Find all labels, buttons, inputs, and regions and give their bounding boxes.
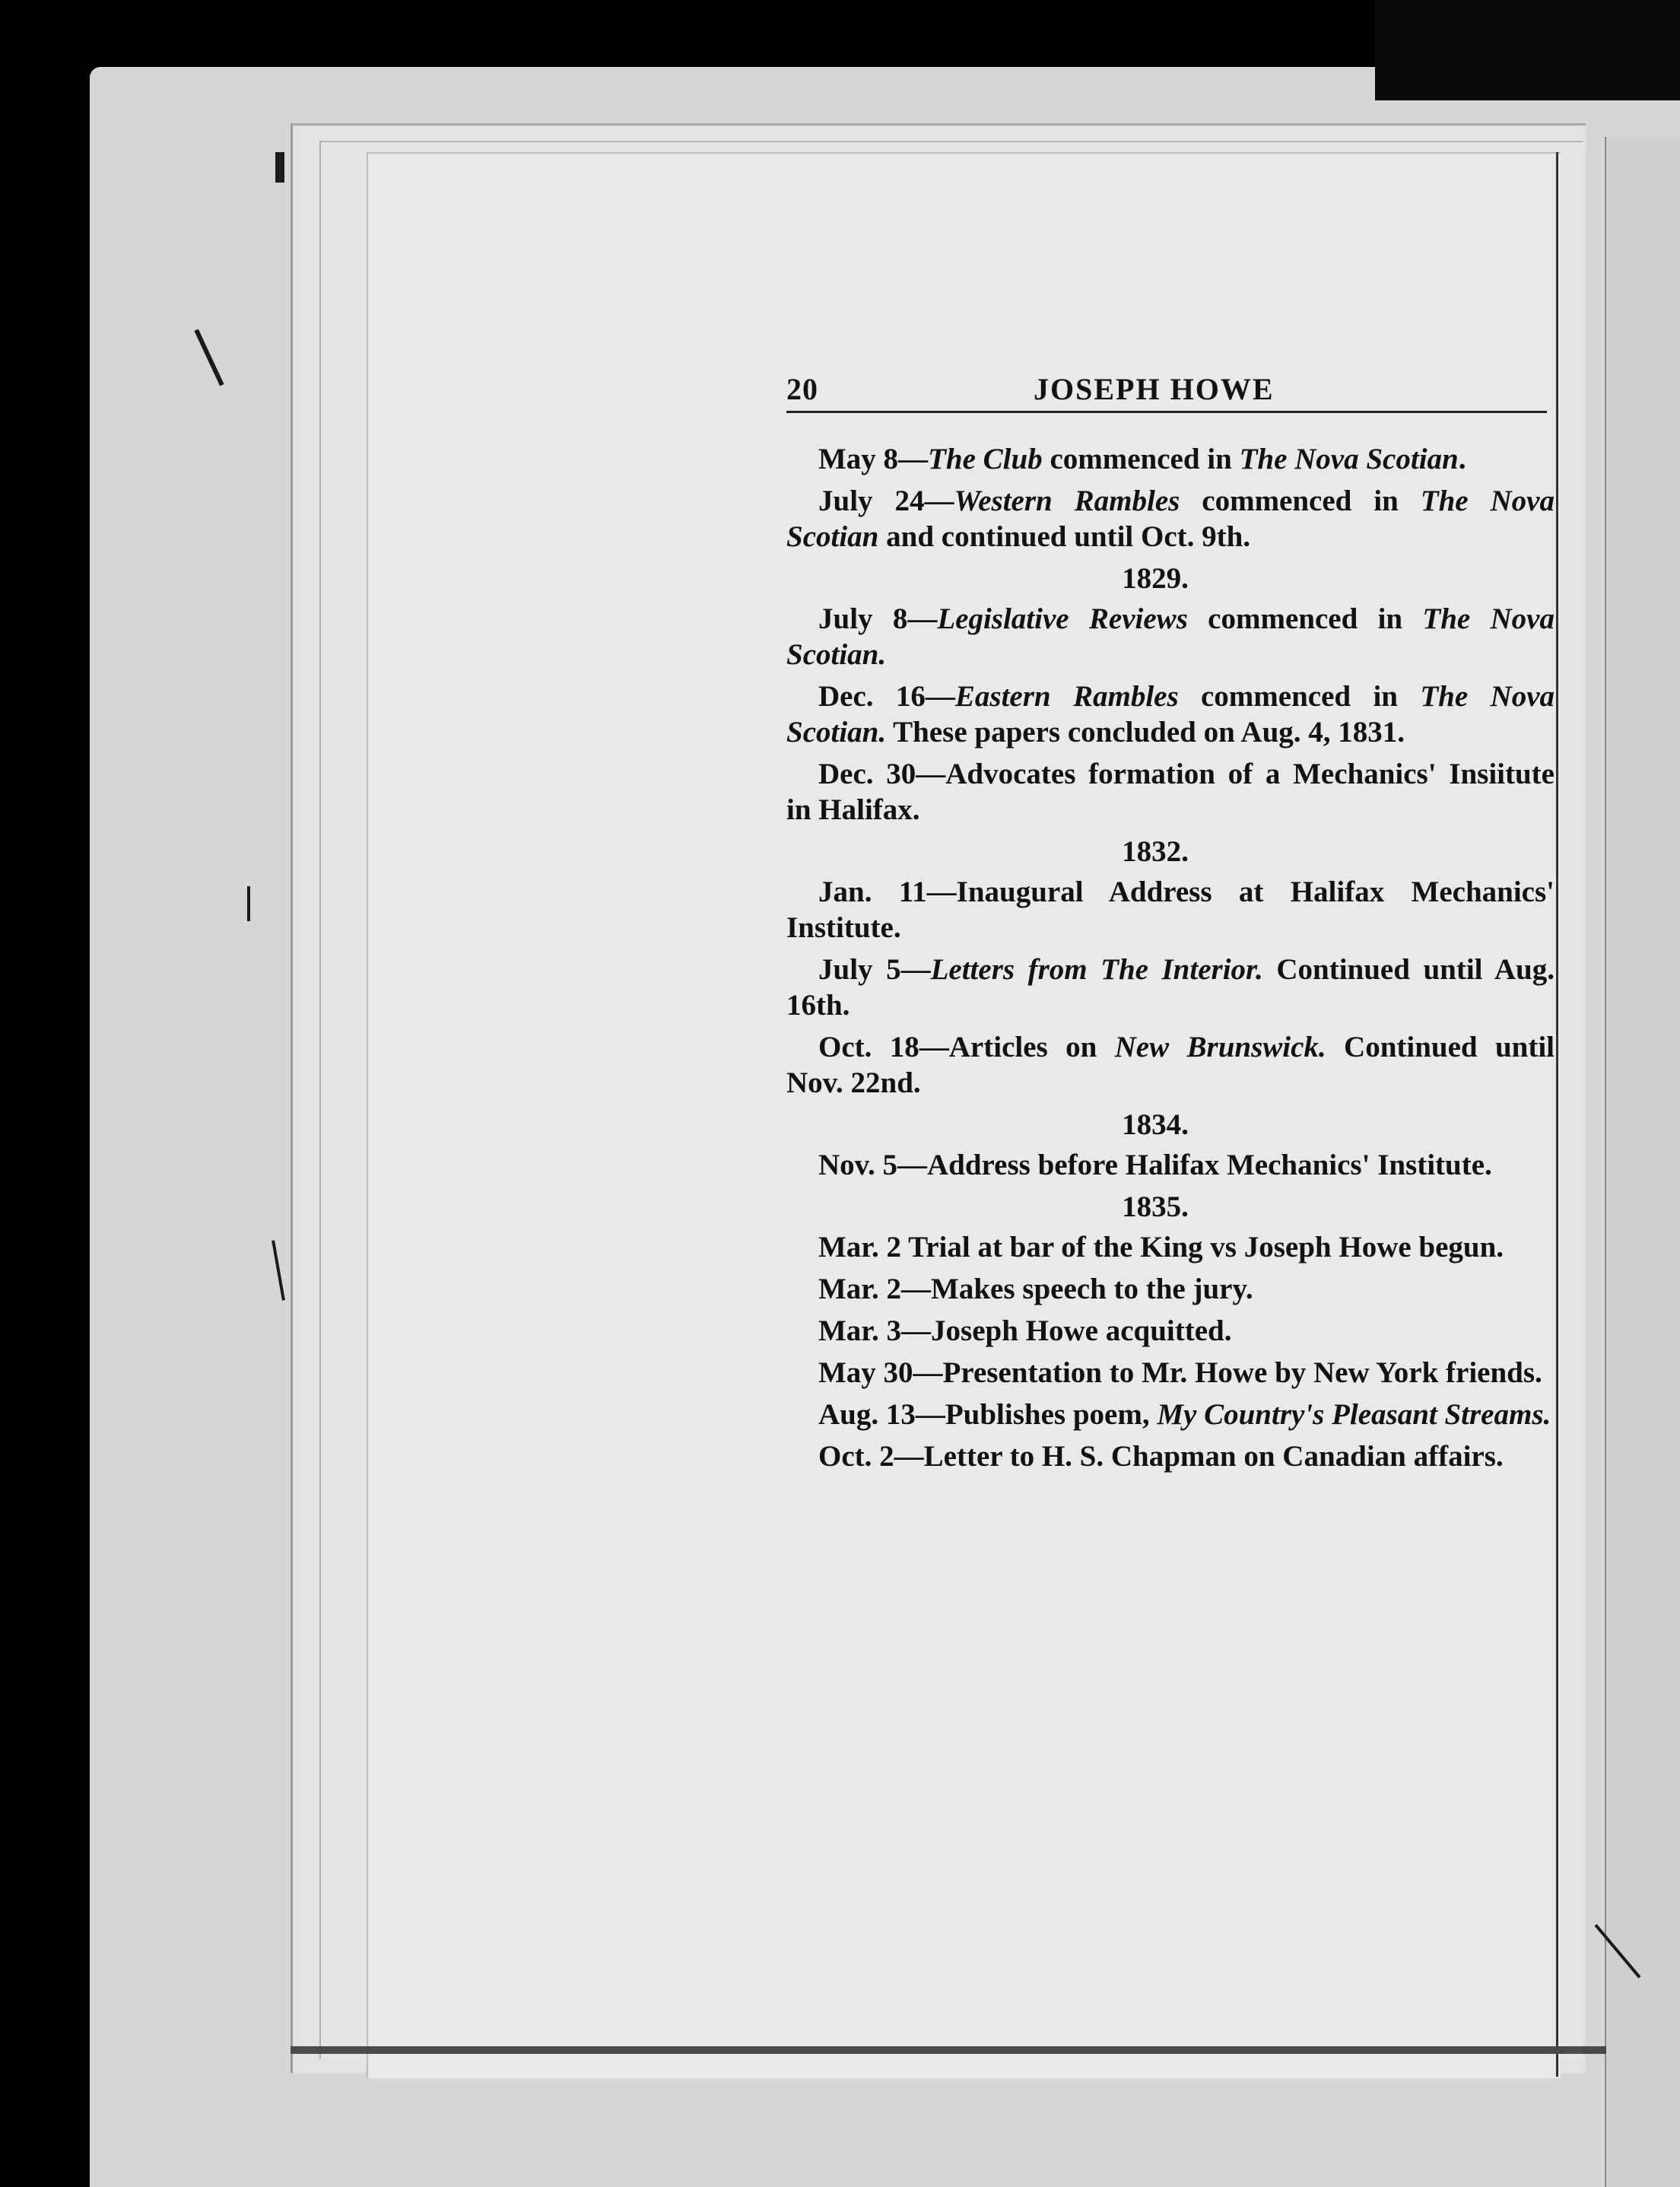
entry-date: July 24— [818, 485, 954, 517]
entry-work-title: Western Rambles [954, 485, 1180, 517]
entry-text: . [1458, 443, 1466, 475]
entry-text: commenced in [1178, 680, 1421, 713]
chronology-list [786, 441, 1555, 1480]
entry-work-title: The Club [928, 443, 1043, 475]
year-heading: 1835. [1122, 1190, 1189, 1223]
running-head: JOSEPH HOWE [1034, 372, 1275, 406]
page-bottom-edge [291, 2046, 1606, 2054]
entry-work-title: Legislative Reviews [937, 602, 1188, 635]
chronology-entry [786, 1271, 1555, 1307]
entry-text: Letter to H. S. Chapman on Canadian affairs. [923, 1440, 1504, 1473]
entry-text: commenced in [1187, 602, 1423, 635]
entry-date: Oct. 18— [818, 1031, 949, 1063]
chronology-entry [786, 1229, 1555, 1265]
entry-date: Oct. 2— [818, 1440, 924, 1473]
entry-date: Jan. 11— [818, 876, 957, 908]
entry-work-title: New Brunswick. [1114, 1031, 1326, 1063]
page-right-edge [1556, 152, 1558, 2077]
scan-right-margin [1605, 137, 1680, 2187]
entry-text: Continued until Aug. 16th. [786, 953, 1555, 1022]
entry-text: Continued until Nov. 22nd. [786, 1031, 1555, 1099]
entry-date: Mar. 3— [818, 1314, 932, 1347]
chronology-entry [786, 1029, 1555, 1101]
entry-work-title: The Nova Scotian [1239, 443, 1459, 475]
chronology-entry [786, 952, 1555, 1023]
entry-text: Joseph Howe acquitted. [931, 1314, 1232, 1347]
entry-text: These papers concluded on Aug. 4, 1831. [886, 716, 1405, 749]
entry-date: Dec. 16— [818, 680, 955, 713]
scan-artifact [247, 886, 250, 921]
chronology-entry [786, 874, 1555, 946]
entry-date: Nov. 5— [818, 1149, 928, 1181]
chronology-entry [786, 1397, 1555, 1432]
year-heading: 1834. [1122, 1108, 1189, 1141]
header-rule [786, 411, 1547, 413]
entry-text: commenced in [1180, 485, 1421, 517]
entry-text: Presentation to Mr. Howe by New York friends. [942, 1356, 1542, 1389]
scan-artifact [275, 152, 284, 183]
entry-text: Publishes poem, [945, 1398, 1158, 1431]
chronology-entry [786, 441, 1555, 477]
entry-work-title: Eastern Rambles [954, 680, 1179, 713]
entry-work-title: My Country's Pleasant Streams. [1157, 1398, 1551, 1431]
year-heading: 1829. [1122, 562, 1189, 595]
entry-text: Address before Halifax Mechanics' Institute. [927, 1149, 1492, 1181]
entry-work-title: Letters from The Interior. [930, 953, 1263, 986]
entry-work-title: The Nova Scotian. [786, 602, 1555, 671]
chronology-entry [786, 1438, 1555, 1474]
entry-date: May 30— [818, 1356, 943, 1389]
chronology-entry [786, 756, 1555, 828]
entry-text: Articles on [948, 1031, 1115, 1063]
entry-text: Inaugural Address at Halifax Mechanics' Institute. [786, 876, 1555, 944]
chronology-entry [786, 679, 1555, 750]
chronology-entry [786, 1313, 1555, 1349]
entry-date: Mar. 2— [818, 1273, 932, 1305]
entry-date: July 5— [818, 953, 931, 986]
entry-date: Dec. 30— [818, 758, 946, 790]
page-header [786, 371, 1547, 409]
entry-text: and continued until Oct. 9th. [878, 520, 1251, 553]
chronology-entry [786, 601, 1555, 672]
entry-date: Aug. 13— [818, 1398, 945, 1431]
entry-text: commenced in [1042, 443, 1240, 475]
chronology-entry [786, 483, 1555, 555]
entry-work-title: The Nova Scotian. [786, 680, 1555, 749]
chronology-entry [786, 1355, 1555, 1391]
entry-text: Makes speech to the jury. [931, 1273, 1253, 1305]
chronology-entry [786, 1147, 1555, 1183]
entry-work-title: The Nova Scotian [786, 485, 1555, 553]
page-number: 20 [786, 372, 818, 406]
scan-dark-corner [1375, 0, 1680, 100]
entry-date: July 8— [818, 602, 938, 635]
entry-text: Trial at bar of the King vs Joseph Howe begun. [908, 1231, 1504, 1264]
entry-text: Advocates formation of a Mechanics' Insiitute in Halifax. [786, 758, 1555, 826]
year-heading: 1832. [1122, 835, 1189, 868]
entry-date: May 8— [818, 443, 929, 475]
entry-date: Mar. 2 [818, 1231, 909, 1264]
